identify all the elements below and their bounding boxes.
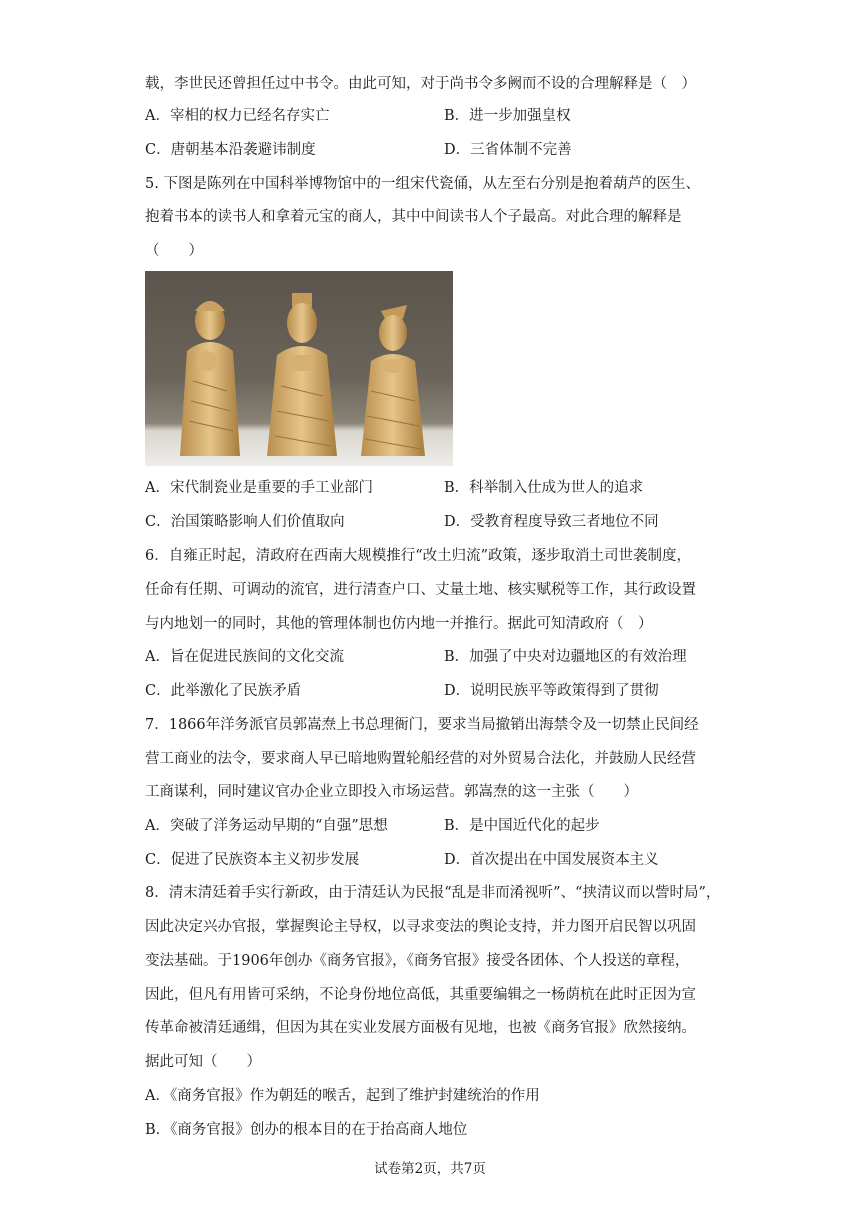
q4-option-d[interactable]: D．三省体制不完善: [444, 142, 572, 158]
q5-stem-line1: 5. 下图是陈列在中国科举博物馆中的一组宋代瓷俑，从左至右分别是抱着葫芦的医生、: [145, 176, 700, 192]
q6-option-c[interactable]: C．此举激化了民族矛盾: [145, 683, 302, 699]
q7-option-c[interactable]: C．促进了民族资本主义初步发展: [145, 852, 360, 868]
q8-stem-line6: 据此可知（ ）: [145, 1054, 261, 1070]
q6-option-d[interactable]: D．说明民族平等政策得到了贯彻: [444, 683, 659, 699]
q8-option-a[interactable]: A．《商务官报》作为朝廷的喉舌，起到了维护封建统治的作用: [145, 1088, 540, 1104]
q6-stem-line1: 6．自雍正时起，清政府在西南大规模推行“改土归流”政策，逐步取消土司世袭制度，: [145, 548, 692, 564]
q6-stem-line3: 与内地划一的同时，其他的管理体制也仿内地一并推行。据此可知清政府（ ）: [145, 616, 653, 632]
q4-option-c[interactable]: C．唐朝基本沿袭避讳制度: [145, 142, 316, 158]
q5-option-a[interactable]: A．宋代制瓷业是重要的手工业部门: [145, 480, 373, 496]
doctor-figurine: [180, 301, 240, 456]
q4-option-a[interactable]: A．宰相的权力已经名存实亡: [145, 108, 330, 124]
q7-stem-line2: 营工商业的法令，要求商人早已暗地购置轮船经营的对外贸易合法化，并鼓励人民经营: [145, 751, 696, 767]
q7-option-a[interactable]: A．突破了洋务运动早期的“自强”思想: [145, 818, 388, 834]
q7-stem-line1: 7．1866年洋务派官员郭嵩焘上书总理衙门，要求当局撤销出海禁令及一切禁止民间经: [145, 717, 699, 733]
page-footer: 试卷第2页，共7页: [374, 1161, 486, 1177]
merchant-figurine: [361, 305, 425, 456]
q7-option-d[interactable]: D．首次提出在中国发展资本主义: [444, 852, 659, 868]
song-porcelain-figurines-photo: [145, 271, 453, 466]
q5-stem-line3: （ ）: [145, 243, 203, 259]
q6-option-b[interactable]: B．加强了中央对边疆地区的有效治理: [444, 649, 687, 665]
q6-option-a[interactable]: A．旨在促进民族间的文化交流: [145, 649, 344, 665]
q8-stem-line1: 8．清末清廷着手实行新政，由于清廷认为民报“乱是非而淆视听”、“挟清议而以訾时局”，: [145, 885, 721, 901]
q5-stem-line2: 抱着书本的读书人和拿着元宝的商人，其中中间读书人个子最高。对此合理的解释是: [145, 209, 682, 225]
q4-stem-tail: 载，李世民还曾担任过中书令。由此可知，对于尚书令多阙而不设的合理解释是（ ）: [145, 76, 696, 92]
q5-option-d[interactable]: D．受教育程度导致三者地位不同: [444, 514, 659, 530]
q7-stem-line3: 工商谋利，同时建议官办企业立即投入市场运营。郭嵩焘的这一主张（ ）: [145, 784, 638, 800]
q5-option-b[interactable]: B．科举制入仕成为世人的追求: [444, 480, 644, 496]
q4-option-b[interactable]: B．进一步加强皇权: [444, 108, 571, 124]
q8-stem-line5: 传革命被清廷通缉，但因为其在实业发展方面极有见地，也被《商务官报》欣然接纳。: [145, 1020, 696, 1036]
q5-option-c[interactable]: C．治国策略影响人们价值取向: [145, 514, 345, 530]
scholar-figurine: [267, 293, 337, 456]
q6-stem-line2: 任命有任期、可调动的流官，进行清查户口、丈量土地、核实赋税等工作，其行政设置: [145, 582, 696, 598]
q7-option-b[interactable]: B．是中国近代化的起步: [444, 818, 600, 834]
q8-stem-line2: 因此决定兴办官报，掌握舆论主导权，以寻求变法的舆论支持，并力图开启民智以巩固: [145, 919, 696, 935]
q8-stem-line3: 变法基础。于1906年创办《商务官报》，《商务官报》接受各团体、个人投送的章程，: [145, 953, 690, 969]
q8-option-b[interactable]: B．《商务官报》创办的根本目的在于抬高商人地位: [145, 1122, 468, 1138]
figurines-illustration: [145, 271, 453, 466]
q8-stem-line4: 因此，但凡有用皆可采纳，不论身份地位高低，其重要编辑之一杨荫杭在此时正因为宣: [145, 987, 696, 1003]
